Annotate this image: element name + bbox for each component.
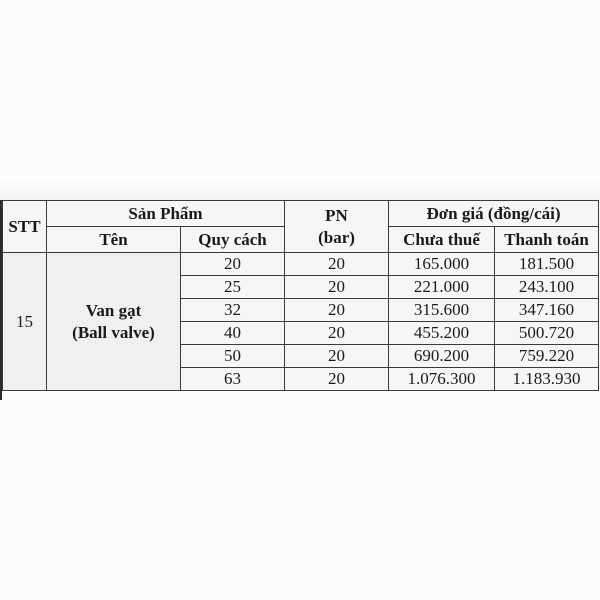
cell-before-tax: 315.600 [389, 299, 495, 322]
cell-stt: 15 [3, 253, 47, 391]
cell-pn: 20 [285, 276, 389, 299]
cell-before-tax: 1.076.300 [389, 368, 495, 391]
cell-before-tax: 690.200 [389, 345, 495, 368]
header-before-tax: Chưa thuế [389, 227, 495, 253]
cell-total: 181.500 [495, 253, 599, 276]
product-name-line2: (Ball valve) [72, 322, 155, 342]
header-product-group: Sản Phẩm [47, 201, 285, 227]
page-left-border [0, 200, 2, 400]
cell-pn: 20 [285, 345, 389, 368]
cell-total: 1.183.930 [495, 368, 599, 391]
cell-total: 500.720 [495, 322, 599, 345]
cell-pn: 20 [285, 322, 389, 345]
header-name: Tên [47, 227, 181, 253]
cell-before-tax: 221.000 [389, 276, 495, 299]
cell-before-tax: 165.000 [389, 253, 495, 276]
page-edge-shadow [0, 176, 600, 200]
table-row [3, 253, 599, 276]
cell-before-tax: 455.200 [389, 322, 495, 345]
product-name-line1: Van gạt [85, 300, 142, 320]
header-stt: STT [3, 201, 47, 253]
price-table [2, 200, 599, 391]
cell-spec: 25 [181, 276, 285, 299]
header-row-top [3, 201, 599, 227]
cell-spec: 63 [181, 368, 285, 391]
cell-pn: 20 [285, 299, 389, 322]
cell-total: 347.160 [495, 299, 599, 322]
cell-spec: 20 [181, 253, 285, 276]
header-price-group: Đơn giá (đồng/cái) [389, 201, 599, 227]
header-pn-line1: PN [325, 205, 348, 225]
header-total: Thanh toán [495, 227, 599, 253]
header-pn-line2: (bar) [318, 227, 355, 247]
cell-spec: 50 [181, 345, 285, 368]
header-pn [285, 201, 389, 253]
cell-pn: 20 [285, 253, 389, 276]
cell-total: 759.220 [495, 345, 599, 368]
cell-pn: 20 [285, 368, 389, 391]
cell-spec: 32 [181, 299, 285, 322]
cell-total: 243.100 [495, 276, 599, 299]
header-spec: Quy cách [181, 227, 285, 253]
cell-product-name [47, 253, 181, 391]
cell-spec: 40 [181, 322, 285, 345]
price-table-container [2, 200, 598, 400]
